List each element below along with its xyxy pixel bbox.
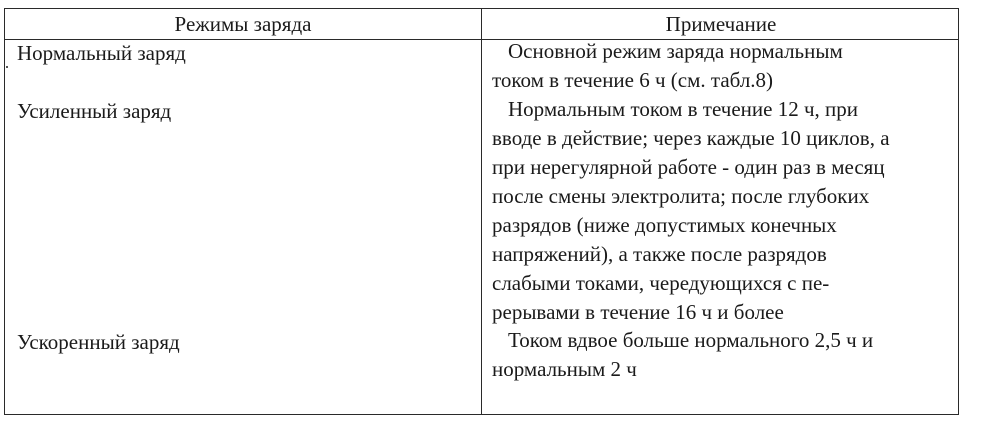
column-divider: [481, 9, 482, 414]
table-header: [5, 9, 958, 40]
row-note-normal: [492, 37, 964, 95]
header-note: Примечание: [665, 12, 777, 36]
note-line: при нерегулярной работе - один раз в месяц: [492, 155, 885, 179]
note-line: вводе в действие; через каждые 10 циклов, а: [492, 126, 890, 150]
note-line: слабыми токами, чередующихся с пе-: [492, 271, 830, 295]
row-mode-fast: Ускоренный заряд: [17, 330, 180, 354]
note-line: Нормальным током в течение 12 ч, при: [508, 97, 858, 121]
row-mode-normal: Нормальный заряд: [17, 41, 186, 65]
scan-speck: [6, 66, 8, 68]
note-line: током в течение 6 ч (см. табл.8): [492, 68, 774, 92]
note-line: рерывами в течение 16 ч и более: [492, 300, 784, 324]
note-line: нормальным 2 ч: [492, 357, 637, 381]
row-note-boost: [492, 95, 964, 327]
header-charge-modes: Режимы заряда: [174, 12, 312, 36]
note-line: Током вдвое больше нормального 2,5 ч и: [508, 328, 874, 352]
note-line: после смены электролита; после глубоких: [492, 184, 870, 208]
row-mode-boost: Усиленный заряд: [17, 99, 172, 123]
charge-modes-table: [4, 8, 959, 415]
note-line: Основной режим заряда нормальным: [508, 39, 843, 63]
row-note-fast: [492, 326, 964, 384]
note-line: разрядов (ниже допустимых конечных: [492, 213, 837, 237]
note-line: напряжений), а также после разрядов: [492, 242, 827, 266]
